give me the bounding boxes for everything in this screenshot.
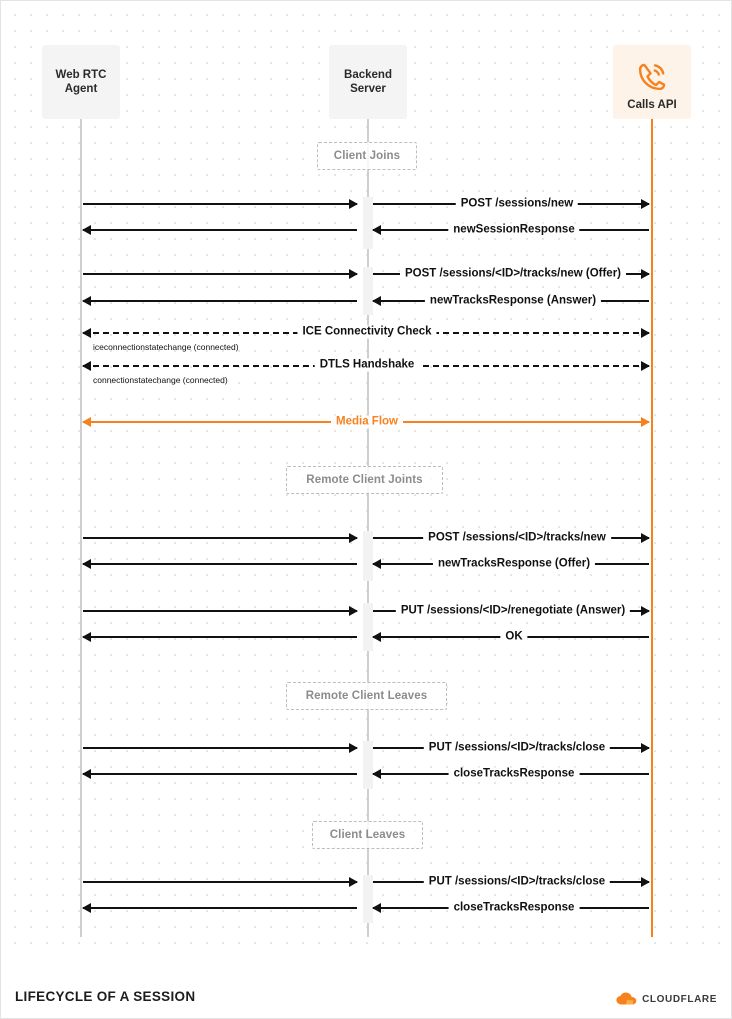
phase-client-leaves <box>312 821 423 849</box>
activation-bar <box>363 741 373 789</box>
message-label: PUT /sessions/<ID>/tracks/close <box>424 742 610 755</box>
actor-webrtc-agent-line2: Agent <box>64 83 98 95</box>
phase-client-joins <box>317 142 417 170</box>
message-arrow <box>83 636 357 638</box>
message-label: OK <box>500 631 527 644</box>
phase-remote-client-leaves <box>286 682 447 710</box>
phase-label: Client Leaves <box>329 829 406 841</box>
message-label: PUT /sessions/<ID>/tracks/close <box>424 876 610 889</box>
message-sublabel: iceconnectionstatechange (connected) <box>93 342 239 352</box>
message-arrow <box>83 203 357 205</box>
page-title: LIFECYCLE OF A SESSION <box>15 989 196 1004</box>
message-sublabel: connectionstatechange (connected) <box>93 375 228 385</box>
lifeline-calls-api <box>651 119 653 937</box>
phase-label: Client Joins <box>333 150 401 162</box>
message-label: POST /sessions/new <box>456 198 578 211</box>
actor-backend-server-line1: Backend <box>344 69 392 81</box>
activation-bar <box>363 603 373 651</box>
phase-label: Remote Client Joints <box>306 474 423 486</box>
message-label: DTLS Handshake <box>315 359 420 372</box>
message-label: Media Flow <box>331 416 403 429</box>
actor-calls-api <box>613 45 691 119</box>
cloud-icon <box>615 992 637 1006</box>
message-arrow <box>83 537 357 539</box>
message-arrow <box>83 907 357 909</box>
phone-icon <box>635 60 669 94</box>
message-arrow <box>83 747 357 749</box>
activation-bar <box>363 197 373 249</box>
activation-bar <box>363 875 373 923</box>
message-arrow <box>83 229 357 231</box>
message-label: closeTracksResponse <box>449 768 580 781</box>
message-label: newSessionResponse <box>448 224 579 237</box>
actor-webrtc-agent-line1: Web RTC <box>55 69 107 81</box>
phase-remote-client-joins <box>286 466 443 494</box>
cloudflare-wordmark: CLOUDFLARE <box>642 993 717 1005</box>
message-label: PUT /sessions/<ID>/renegotiate (Answer) <box>396 605 630 618</box>
message-arrow <box>83 610 357 612</box>
actor-calls-api-label: Calls API <box>627 99 677 111</box>
activation-bar <box>363 531 373 581</box>
message-arrow <box>83 881 357 883</box>
message-label: ICE Connectivity Check <box>297 326 436 339</box>
message-arrow <box>83 773 357 775</box>
actor-backend-server-line2: Server <box>350 83 386 95</box>
cloudflare-logo <box>615 992 717 1006</box>
actor-backend-server <box>329 45 407 119</box>
message-arrow <box>83 273 357 275</box>
message-label: newTracksResponse (Offer) <box>433 558 595 571</box>
message-arrow <box>83 300 357 302</box>
message-label: POST /sessions/<ID>/tracks/new (Offer) <box>400 268 626 281</box>
footer-band <box>2 955 730 1017</box>
message-arrow <box>83 563 357 565</box>
phase-label: Remote Client Leaves <box>305 690 428 702</box>
message-label: closeTracksResponse <box>449 902 580 915</box>
message-label: newTracksResponse (Answer) <box>425 295 601 308</box>
actor-webrtc-agent <box>42 45 120 119</box>
message-label: POST /sessions/<ID>/tracks/new <box>423 532 611 545</box>
lifeline-webrtc-agent <box>80 119 82 937</box>
activation-bar <box>363 267 373 315</box>
